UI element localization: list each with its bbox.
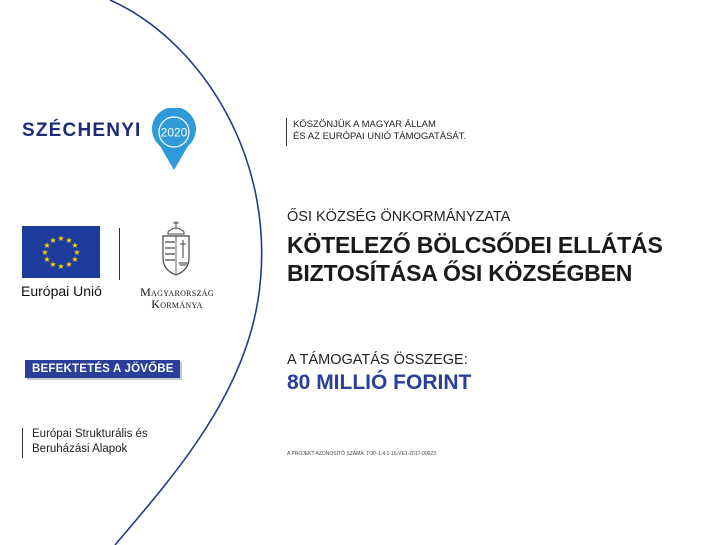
svg-text:★: ★ <box>41 248 49 257</box>
svg-text:★: ★ <box>49 236 57 245</box>
government-label-line2: Kormánya <box>151 297 203 311</box>
invest-in-future-badge: BEFEKTETÉS A JÖVŐBE <box>25 360 180 378</box>
svg-text:★: ★ <box>65 260 73 269</box>
svg-text:★: ★ <box>49 260 57 269</box>
svg-text:★: ★ <box>73 248 81 257</box>
eu-stars-icon <box>22 226 100 278</box>
logo-divider <box>119 228 120 280</box>
svg-text:★: ★ <box>57 234 65 243</box>
logo-year: 2020 <box>160 125 188 140</box>
funds-divider <box>22 428 23 458</box>
thanks-text: KÖSZÖNJÜK A MAGYAR ÁLLAM ÉS AZ EURÓPAI UNIÓ TÁMOGATÁSÁT. <box>293 119 467 142</box>
support-amount: 80 MILLIÓ FORINT <box>287 371 472 394</box>
svg-text:★: ★ <box>71 241 79 250</box>
beneficiary-name: ŐSI KÖZSÉG ÖNKORMÁNYZATA <box>287 209 511 225</box>
svg-text:★: ★ <box>43 255 51 264</box>
funds-note: Európai Strukturális és Beruházási Alapok <box>32 428 148 455</box>
project-id: A PROJEKT AZONOSÍTÓ SZÁMA: TOP-1.4.1-16-VE1-2017-00023 <box>287 451 436 457</box>
government-label <box>128 286 226 310</box>
svg-text:★: ★ <box>43 241 51 250</box>
szechenyi-2020-pin-icon <box>150 108 198 172</box>
eu-label: Európai Unió <box>21 283 102 299</box>
svg-text:★: ★ <box>71 255 79 264</box>
project-title: KÖTELEZŐ BÖLCSŐDEI ELLÁTÁS BIZTOSÍTÁSA ŐSI KÖZSÉGBEN <box>287 232 663 286</box>
hungarian-coat-of-arms-icon <box>159 218 193 278</box>
svg-text:★: ★ <box>57 262 65 271</box>
svg-text:★: ★ <box>65 236 73 245</box>
szechenyi-logo-text: SZÉCHENYI <box>22 120 142 141</box>
support-label: A TÁMOGATÁS ÖSSZEGE: <box>287 352 468 368</box>
eu-flag <box>22 226 100 278</box>
thanks-divider <box>286 118 287 146</box>
government-label-line1: Magyarország <box>140 285 214 299</box>
